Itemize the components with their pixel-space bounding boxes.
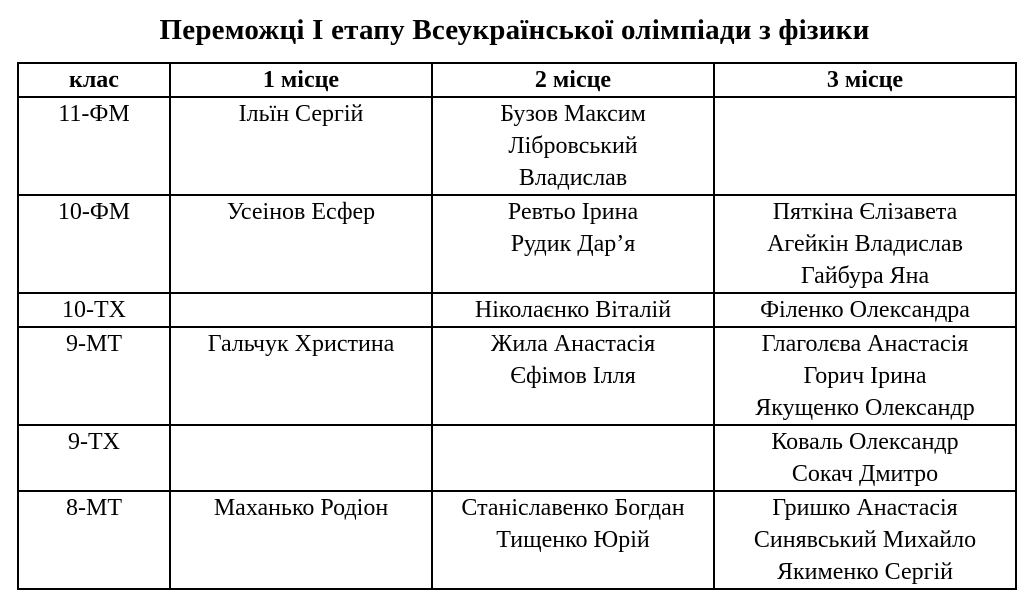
- header-row: [18, 63, 1016, 97]
- table-row: [18, 97, 1016, 195]
- cell-line: 10-ТХ: [62, 297, 126, 324]
- cell-line: Глаголєва Анастасія: [761, 331, 969, 358]
- table-row: [18, 491, 1016, 589]
- cell-line: Єфімов Ілля: [510, 363, 636, 390]
- cell-line: 9-МТ: [66, 331, 122, 358]
- place-2-cell: [432, 293, 714, 327]
- cell-line: Якименко Сергій: [777, 559, 953, 586]
- place-2-cell: [432, 327, 714, 425]
- header-place-1: 1 місце: [170, 63, 432, 97]
- cell-line: Агейкін Владислав: [767, 231, 963, 258]
- cell-line: Філенко Олександра: [760, 297, 970, 324]
- cell-line: Якущенко Олександр: [755, 395, 975, 422]
- class-cell: [18, 327, 170, 425]
- table-row: [18, 327, 1016, 425]
- place-1-cell: [170, 97, 432, 195]
- cell-line: Бузов Максим: [500, 101, 646, 128]
- cell-line: Рудик Дар’я: [510, 231, 636, 258]
- cell-line: 9-ТХ: [68, 429, 120, 456]
- place-2-cell: [432, 195, 714, 293]
- class-cell: [18, 97, 170, 195]
- place-2-cell: [432, 97, 714, 195]
- cell-line: Синявський Михайло: [753, 527, 977, 554]
- cell-line: Пяткіна Єлізавета: [772, 199, 958, 226]
- place-1-cell: [170, 195, 432, 293]
- table-row: [18, 293, 1016, 327]
- cell-line: Ніколаєнко Віталій: [474, 297, 672, 324]
- cell-line: 11-ФМ: [58, 101, 130, 128]
- class-cell: [18, 293, 170, 327]
- header-place-2: 2 місце: [432, 63, 714, 97]
- place-1-cell: [170, 327, 432, 425]
- cell-line: Горич Ірина: [803, 363, 927, 390]
- cell-line: Усеінов Есфер: [226, 199, 376, 226]
- table-row: [18, 195, 1016, 293]
- cell-line: Станіславенко Богдан: [461, 495, 685, 522]
- table-header: [18, 63, 1016, 97]
- cell-line: 10-ФМ: [57, 199, 131, 226]
- class-cell: [18, 195, 170, 293]
- class-cell: [18, 491, 170, 589]
- class-cell: [18, 425, 170, 491]
- place-3-cell: [714, 327, 1016, 425]
- place-1-cell: [170, 425, 432, 491]
- cell-line: Гайбура Яна: [800, 263, 930, 290]
- table-body: [18, 97, 1016, 589]
- cell-line: 8-МТ: [66, 495, 122, 522]
- place-3-cell: [714, 425, 1016, 491]
- place-1-cell: [170, 491, 432, 589]
- cell-line: Жила Анастасія: [490, 331, 656, 358]
- cell-line: Сокач Дмитро: [791, 461, 939, 488]
- header-place-3: 3 місце: [714, 63, 1016, 97]
- cell-line: Гришко Анастасія: [772, 495, 958, 522]
- cell-line: Маханько Родіон: [213, 495, 389, 522]
- place-2-cell: [432, 491, 714, 589]
- cell-line: Лібровський: [508, 133, 638, 160]
- place-3-cell: [714, 293, 1016, 327]
- header-class: клас: [18, 63, 170, 97]
- cell-line: Ревтьо Ірина: [507, 199, 639, 226]
- cell-line: Гальчук Христина: [207, 331, 395, 358]
- cell-line: Ільїн Сергій: [238, 101, 364, 128]
- place-3-cell: [714, 97, 1016, 195]
- place-3-cell: [714, 195, 1016, 293]
- page-title: Переможці І етапу Всеукраїнської олімпіади з фізики: [159, 14, 870, 46]
- cell-line: Владислав: [518, 165, 628, 192]
- cell-line: Коваль Олександр: [771, 429, 959, 456]
- table-row: [18, 425, 1016, 491]
- place-2-cell: [432, 425, 714, 491]
- place-1-cell: [170, 293, 432, 327]
- cell-line: Тищенко Юрій: [496, 527, 650, 554]
- winners-table: [17, 62, 1017, 590]
- place-3-cell: [714, 491, 1016, 589]
